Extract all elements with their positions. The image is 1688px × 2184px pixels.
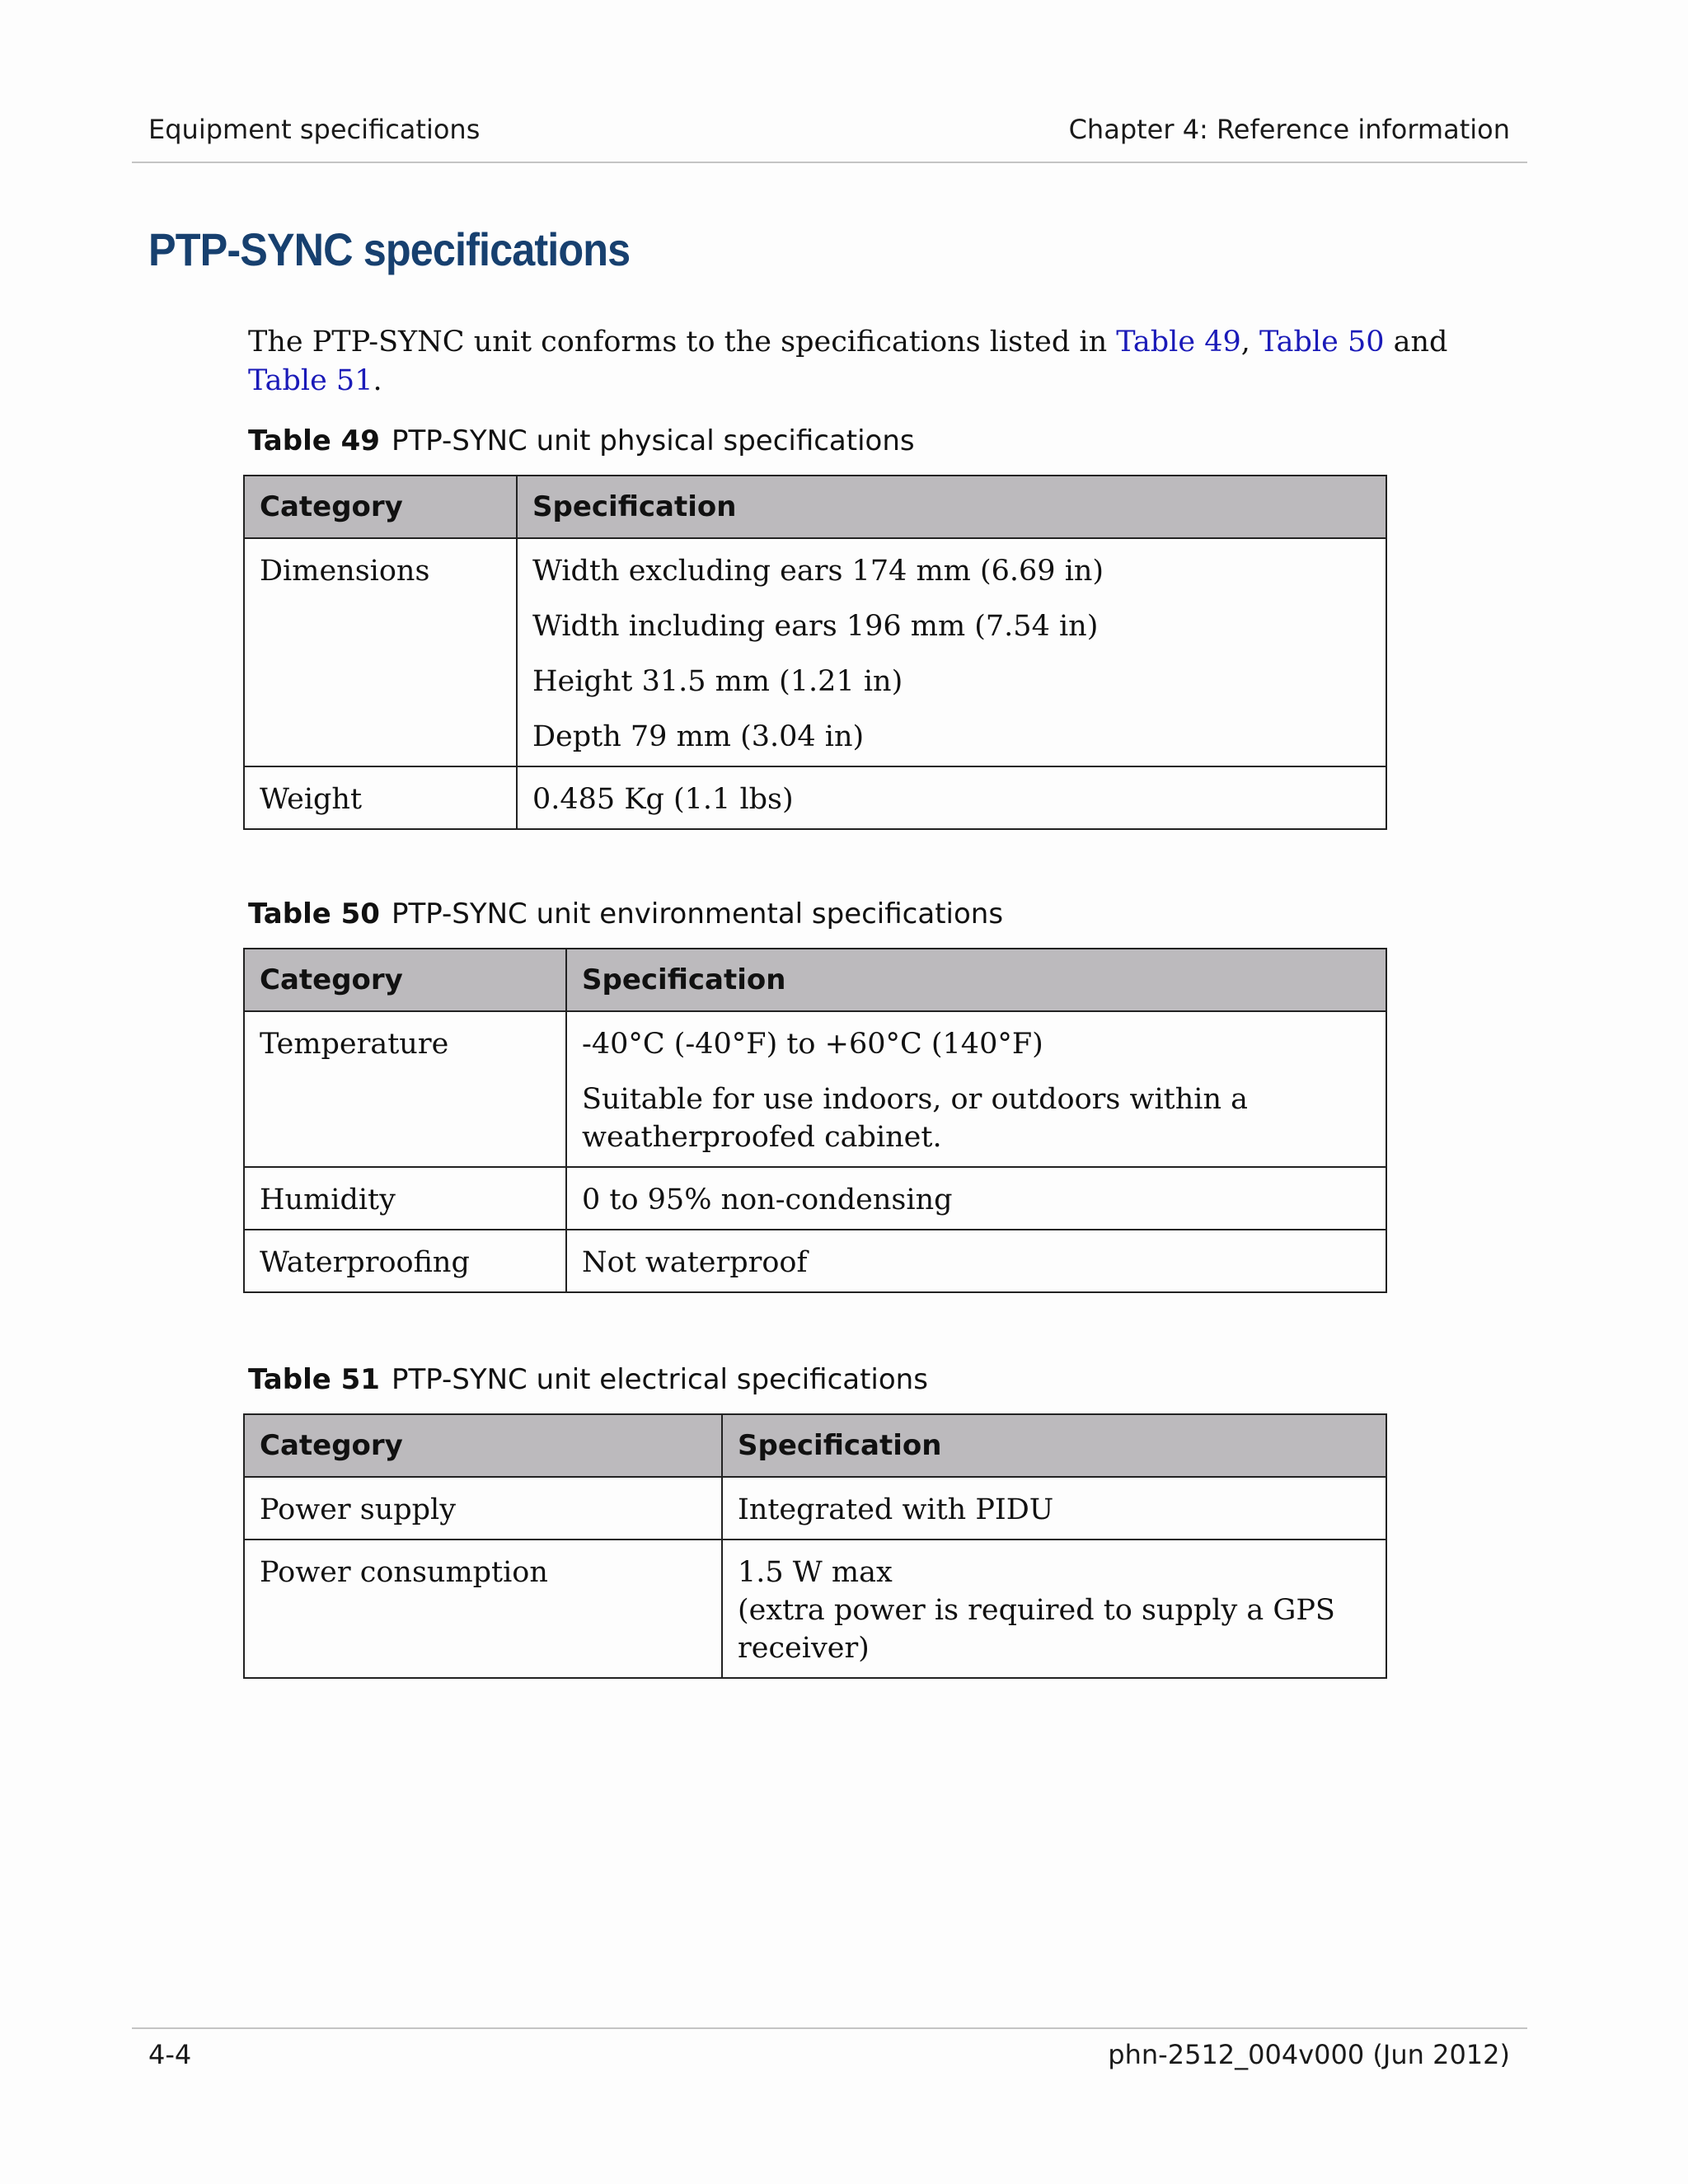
table-physical-specs bbox=[243, 475, 1387, 830]
category-cell: Dimensions bbox=[244, 538, 517, 766]
category-cell: Power supply bbox=[244, 1477, 722, 1540]
column-header-specification: Specification bbox=[566, 949, 1386, 1011]
link-table-49[interactable]: Table 49 bbox=[1116, 326, 1241, 359]
table-50-caption bbox=[248, 898, 1003, 930]
table-51-caption bbox=[248, 1363, 928, 1396]
spec-line: Integrated with PIDU bbox=[738, 1493, 1054, 1526]
spec-line: Width excluding ears 174 mm (6.69 in) bbox=[532, 555, 1104, 588]
intro-separator: and bbox=[1384, 326, 1448, 359]
column-header-category: Category bbox=[244, 476, 517, 538]
spec-line: 0 to 95% non-condensing bbox=[582, 1183, 953, 1216]
spec-line: Depth 79 mm (3.04 in) bbox=[532, 720, 865, 753]
category-cell: Temperature bbox=[244, 1011, 566, 1167]
caption-text: PTP-SYNC unit environmental specifications bbox=[391, 898, 1004, 930]
intro-text: The PTP-SYNC unit conforms to the specifications listed in bbox=[248, 326, 1117, 359]
table-row bbox=[244, 1230, 1386, 1292]
spec-line: Suitable for use indoors, or outdoors within a weatherproofed cabinet. bbox=[582, 1083, 1248, 1154]
spec-line: Height 31.5 mm (1.21 in) bbox=[532, 665, 903, 698]
specification-cell bbox=[566, 1167, 1386, 1230]
column-header-category: Category bbox=[244, 949, 566, 1011]
running-header-section: Equipment specifications bbox=[148, 114, 481, 145]
header-divider bbox=[132, 162, 1527, 163]
footer-divider bbox=[132, 2027, 1527, 2029]
table-row bbox=[244, 1477, 1386, 1540]
table-header-row bbox=[244, 949, 1386, 1011]
spec-line: (extra power is required to supply a GPS receiver) bbox=[738, 1594, 1335, 1665]
spec-line: 1.5 W max bbox=[738, 1556, 893, 1589]
table-row bbox=[244, 1011, 1386, 1167]
column-header-specification: Specification bbox=[722, 1414, 1386, 1477]
table-row bbox=[244, 1167, 1386, 1230]
category-cell: Waterproofing bbox=[244, 1230, 566, 1292]
column-header-category: Category bbox=[244, 1414, 722, 1477]
spec-line: Width including ears 196 mm (7.54 in) bbox=[532, 610, 1099, 643]
spec-line: 0.485 Kg (1.1 lbs) bbox=[532, 783, 794, 816]
document-id: phn-2512_004v000 (Jun 2012) bbox=[1108, 2039, 1510, 2070]
table-row bbox=[244, 766, 1386, 829]
link-table-51[interactable]: Table 51 bbox=[248, 364, 373, 397]
intro-period: . bbox=[373, 364, 382, 397]
caption-text: PTP-SYNC unit physical specifications bbox=[391, 424, 915, 457]
page-number: 4-4 bbox=[148, 2039, 192, 2070]
specification-cell bbox=[517, 766, 1386, 829]
running-header-chapter: Chapter 4: Reference information bbox=[1068, 114, 1510, 145]
intro-separator: , bbox=[1240, 326, 1260, 359]
specification-cell bbox=[722, 1540, 1386, 1678]
specification-cell bbox=[566, 1230, 1386, 1292]
spec-line: Not waterproof bbox=[582, 1246, 808, 1279]
caption-text: PTP-SYNC unit electrical specifications bbox=[391, 1363, 928, 1396]
link-table-50[interactable]: Table 50 bbox=[1259, 326, 1385, 359]
caption-number: Table 50 bbox=[248, 898, 380, 930]
table-row bbox=[244, 1540, 1386, 1678]
category-cell: Weight bbox=[244, 766, 517, 829]
table-electrical-specs bbox=[243, 1413, 1387, 1679]
category-cell: Power consumption bbox=[244, 1540, 722, 1678]
specification-cell bbox=[566, 1011, 1386, 1167]
table-row bbox=[244, 538, 1386, 766]
column-header-specification: Specification bbox=[517, 476, 1386, 538]
specification-cell bbox=[517, 538, 1386, 766]
spec-line: -40°C (-40°F) to +60°C (140°F) bbox=[582, 1028, 1043, 1061]
page-title: PTP-SYNC specifications bbox=[148, 223, 631, 275]
table-environmental-specs bbox=[243, 948, 1387, 1293]
intro-paragraph bbox=[248, 323, 1501, 401]
table-49-caption bbox=[248, 424, 915, 457]
specification-cell bbox=[722, 1477, 1386, 1540]
table-header-row bbox=[244, 476, 1386, 538]
caption-number: Table 49 bbox=[248, 424, 380, 457]
caption-number: Table 51 bbox=[248, 1363, 380, 1396]
category-cell: Humidity bbox=[244, 1167, 566, 1230]
table-header-row bbox=[244, 1414, 1386, 1477]
